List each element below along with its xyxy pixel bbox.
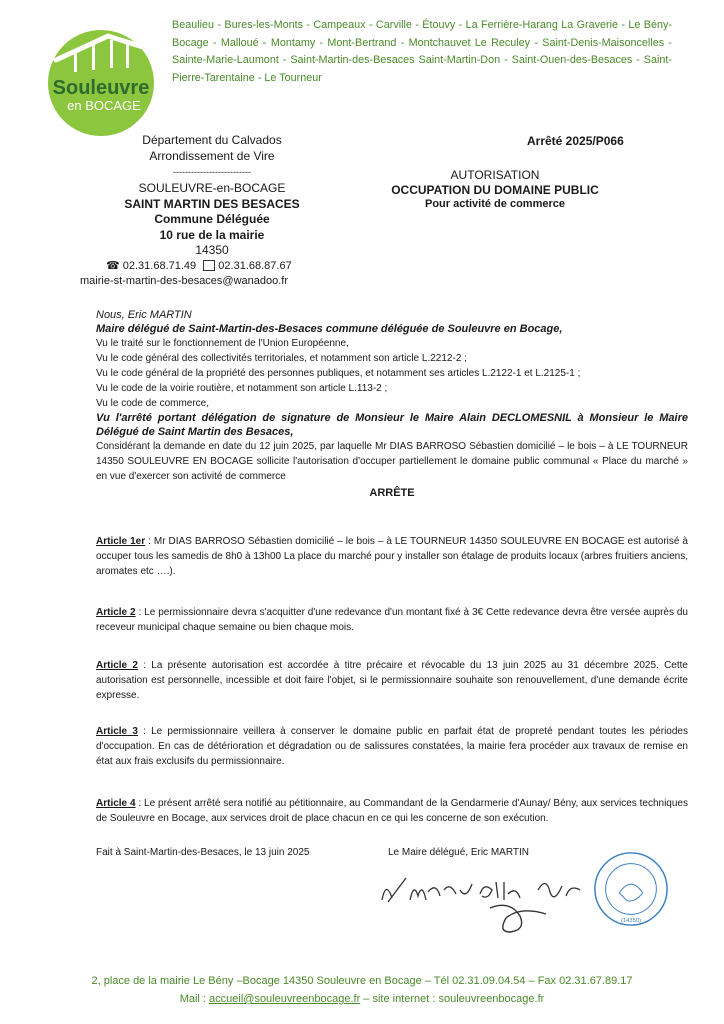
- phone-icon: ☎: [106, 259, 120, 272]
- official-stamp: [592, 850, 670, 928]
- article-label: Article 2: [96, 607, 136, 618]
- title-activite: Pour activité de commerce: [424, 198, 565, 210]
- contact-line: [82, 259, 342, 275]
- souleuvre-logo: [46, 28, 156, 138]
- title-autorisation: AUTORISATION: [450, 168, 540, 182]
- admin-header: [82, 133, 342, 290]
- article-4: [96, 796, 688, 826]
- article-text: : Le présent arrêté sera notifié au pétitionnaire, au Commandant de la Gendarmerie d'Aunay/ Bény, aux services techniques de Souleuvre en Bocage, aux services droit de place chacun en ce qui les concerne de son exécution.: [96, 798, 688, 824]
- footer-address: 2, place de la mairie Le Bény –Bocage 14350 Souleuvre en Bocage – Tél 02.31.09.04.54 – Fax 02.31.67.89.17: [91, 975, 633, 987]
- fait-a: Fait à Saint-Martin-des-Besaces, le 13 juin 2025: [96, 847, 310, 858]
- footer: [0, 972, 724, 1008]
- article-text: : Le permissionnaire veillera à conserver le domaine public en parfait état de propreté pendant toutes les périodes d'occupation. En cas de détérioration et dégradation ou de salissures constatées, la mairie fera procéder aux travaux de remise en état aux frais exclusifs du permissionnaire.: [96, 726, 688, 767]
- maire-line: Maire délégué de Saint-Martin-des-Besaces commune déléguée de Souleuvre en Bocage,: [96, 323, 563, 335]
- mairie-address: 10 rue de la mairie: [159, 227, 265, 242]
- article-text: : La présente autorisation est accordée à titre précaire et révocable du 13 juin 2025 au 31 décembre 2025. Cette autorisation est personnelle, incessible et doit faire l'objet, si le permissionnaire souhaite son renouvellement, d'une demande écrite expresse.: [96, 660, 688, 701]
- vu-delegation: Vu l'arrêté portant délégation de signature de Monsieur le Maire Alain DECLOMESNIL à Monsieur le Maire Délégué de Saint Martin des Besaces,: [96, 412, 688, 438]
- commune-deleguee-label: Commune Déléguée: [154, 212, 270, 226]
- arrete-heading: ARRÊTE: [369, 487, 415, 499]
- footer-contact: [0, 990, 724, 1008]
- logo-line2: en BOCAGE: [67, 98, 141, 113]
- arrondissement: Arrondissement de Vire: [149, 148, 275, 163]
- considerant: Considérant la demande en date du 12 juin 2025, par laquelle Mr DIAS BARROSO Sébastien domicilié – le bois – à LE TOURNEUR 14350 SOULEUVRE EN BOCAGE sollicite l'autorisation d'occuper partiellement le domaine public communal « Place du marché » en vue d'exercer son activité de commerce: [96, 441, 688, 482]
- signataire: Le Maire délégué, Eric MARTIN: [388, 847, 529, 858]
- article-label: Article 4: [96, 798, 136, 809]
- arrete-title: [360, 168, 630, 212]
- logo-line1: Souleuvre: [52, 77, 150, 99]
- arrete-number: Arrêté 2025/P066: [527, 134, 624, 148]
- departement: Département du Calvados: [142, 133, 282, 147]
- article-2b: [96, 658, 688, 703]
- vu-voirie: Vu le code de la voirie routière, et notamment son article L.113-2 ;: [96, 383, 388, 394]
- title-occupation: OCCUPATION DU DOMAINE PUBLIC: [391, 182, 599, 197]
- separator: --------------------------: [173, 167, 251, 177]
- article-label: Article 3: [96, 726, 138, 737]
- vu-traite: Vu le traité sur le fonctionnement de l'Union Européenne,: [96, 338, 349, 349]
- nous-line: Nous, Eric MARTIN: [96, 309, 192, 321]
- vu-commerce: Vu le code de commerce,: [96, 398, 210, 409]
- phone-number: 02.31.68.71.49: [122, 259, 197, 272]
- handwritten-signature: [370, 860, 610, 940]
- vu-cg3p: Vu le code général de la propriété des personnes publiques, et notamment ses articles L.2122-1 et L.2125-1 ;: [96, 368, 581, 379]
- article-3: [96, 724, 688, 769]
- preamble: [96, 309, 688, 501]
- svg-text:(14350): (14350): [620, 918, 642, 925]
- mail-link[interactable]: accueil@souleuvreenbocage.fr: [209, 993, 361, 1005]
- article-text: : Le permissionnaire devra s'acquitter d'une redevance d'un montant fixé à 3€ Cette redevance devra être versée auprès du receveur municipal chaque semaine ou bien chaque mois.: [96, 607, 688, 633]
- vu-cgct: Vu le code général des collectivités territoriales, et notamment son article L.2212-2 ;: [96, 353, 467, 364]
- commune-deleguee-name: SAINT MARTIN DES BESACES: [124, 196, 300, 211]
- fax-icon: [203, 260, 215, 271]
- article-1: [96, 534, 688, 579]
- commune-name: SOULEUVRE-en-BOCAGE: [138, 181, 286, 195]
- site-text: – site internet : souleuvreenbocage.fr: [360, 993, 545, 1005]
- communes-list: Beaulieu - Bures-les-Monts - Campeaux - Carville - Étouvy - La Ferrière-Harang La Graverie - Le Bény-Bocage - Malloué - Montamy - Mont-Bertrand - Montchauvet Le Reculey - Saint-Denis-Maisoncelles - Sainte-Marie-Laumont - Saint-Martin-des-Besaces Saint-Martin-Don - Saint-Ouen-des-Besaces - Saint-Pierre-Tarentaine - Le Tourneur: [172, 19, 672, 84]
- mairie-email[interactable]: mairie-st-martin-des-besaces@wanadoo.fr: [80, 275, 289, 287]
- article-2a: [96, 605, 688, 635]
- fax-number: 02.31.68.87.67: [218, 259, 292, 272]
- article-label: Article 2: [96, 660, 138, 671]
- postcode: 14350: [195, 243, 229, 257]
- mail-label: Mail :: [179, 993, 210, 1005]
- article-text: : Mr DIAS BARROSO Sébastien domicilié – le bois – à LE TOURNEUR 14350 SOULEUVRE EN BOCAGE est autorisé à occuper tous les samedis de 8h0 à 13h00 La place du marché pour y installer son étalage de produits locaux (arbres fruitiers anciens, aromates etc ….).: [96, 536, 689, 577]
- article-label: Article 1er: [96, 536, 146, 547]
